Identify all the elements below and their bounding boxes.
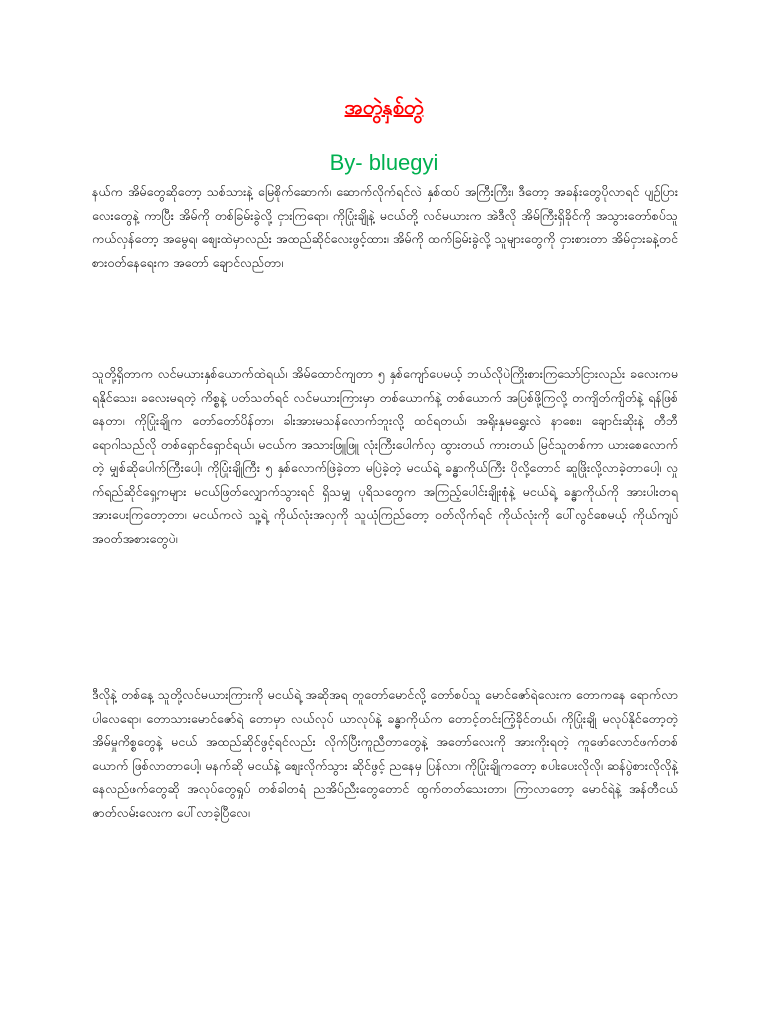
paragraph-3: ဒီလိုနဲ့ တစ်နေ့ သူတို့လင်မယားကြားကို မငယ်ရဲ့ အဆိုအရ တူတော်မောင်လို့ တော်စပ်သူ မောင်ဇော်ရဲလေးက တောကနေ ရောက်လာပါလေရော၊ တောသားမောင်ဇော်ရဲ တောမှာ လယ်လုပ် ယာလုပ်နဲ့ ခန္ဓာကိုယ်က တောင့်တင်းကြံ့ခိုင်တယ်၊ ကိုပြုံးချို မလုပ်နိုင်တော့တဲ့ အိမ်မှုကိစ္စတွေနဲ့ မငယ် အထည်ဆိုင်ဖွင့်ရင်လည်း လိုက်ပြီးကူညီတာတွေနဲ့ အတော်လေးကို အားကိုးရတဲ့ ကူဖော်လောင်ဖက်တစ်ယောက် ဖြစ်လာတာပေါ့၊ မနက်ဆို မငယ်နဲ့ စျေးလိုက်သွား ဆိုင်ဖွင့် ညနေမှ ပြန်လာ၊ ကိုပြုံးချိုကတော့ စပါးပေးလိုလို၊ ဆန်ပွဲစားလိုလိုနဲ့ နေလည်ဖက်တွေဆို အလုပ်တွေရှုပ် တစ်ခါတရံ ညအိပ်ညီးတွေတောင် ထွက်တတ်သေးတာ၊ ကြာလာတော့ မောင်ရဲနဲ့ အန်တီငယ်ဇာတ်လမ်းလေးက ပေါ်လာခဲ့ပြီလေ၊ <box>92 687 678 820</box>
story-title: အတွဲနှစ်တွဲ <box>344 95 424 119</box>
paragraph-2: သူတို့ရှိတာက လင်မယားနှစ်ယောက်ထဲရယ်၊ အိမ်ထောင်ကျတာ ၅ နှစ်ကျော်ပေမယ့် ဘယ်လိုပဲကြိုးစားကြသော်ငြားလည်း ခလေးကမရနိုင်သေး၊ ခလေးမရတဲ့ ကိစ္စနဲ့ ပတ်သတ်ရင် လင်မယားကြားမှာ တစ်ယောက်နဲ့ တစ်ယောက် အပြစ်ဖို့ကြလို့ တကျိတ်ကျိတ်နဲ့ ရန်ဖြစ်နေတာ၊ ကိုပြုံးချိုက တော်တော်ပိန်တာ၊ ခါးအားမသန်လောက်ဘူးလို့ ထင်ရတယ်၊ အရိုးနှမရွှေးလဲ နာစေး၊ ချောင်းဆိုးနဲ့ တီဘီရောဂါသည်လို တစ်ရှောင်ရှောင်ရယ်၊ မငယ်က အသားဖြူဖြူ လုံးကြီးပေါက်လှ ထွားတယ် ကားတယ် မြင်သူတစ်ကာ ယားစေလောက်တဲ့ မျှစ်ဆိုပေါက်ကြီးပေါ့၊ ကိုပြုံးချိုကြီး ၅ နှစ်လောက်ဖြဲခဲ့တာ မပြဲခဲ့တဲ့ မငယ်ရဲ့ ခန္ဓာကိုယ်ကြီး ပိုလို့တောင် ဆူဖြိုးလို့လာခဲ့တာပေါ့၊ လှုက်ရည်ဆိုင်ရှေ့ကများ မငယ်ဖြတ်လျှောက်သွားရင် ရှိသမျှ ပုရိသတွေက အကြည့်ပေါင်းချိုးစုံနဲ့ မငယ်ရဲ့ ခန္ဓာကိုယ်ကို အားပါးတရ အားပေးကြတော့တာ၊ မငယ်ကလဲ သူ့ရဲ့ ကိုယ်လုံးအလှကို သူယုံကြည်တော့ ဝတ်လိုက်ရင် ကိုယ်လုံးကို ပေါ်လွင်စေမယ့် ကိုယ်ကျပ်အဝတ်အစားတွေပဲ၊ <box>92 366 678 546</box>
author-byline: By- bluegyi <box>329 150 439 175</box>
paragraph-1: နယ်က အိမ်တွေဆိုတော့ သစ်သားနဲ့ မြေစိုက်ဆောက်၊ ဆောက်လိုက်ရင်လဲ နှစ်ထပ် အကြီးကြီး၊ ဒီတော့ အခန်းတွေပိုလာရင် ပျဉ်ပြားလေးတွေနဲ့ ကာပြီး အိမ်ကို တစ်ခြမ်းခွဲလို့ ငှားကြရော၊ ကိုပြုံးချိုနဲ့ မငယ်တို့ လင်မယားက အဲဒီလို အိမ်ကြီးရှိခိုင်ကို အသွားတော်စပ်သူကယ်လှန်တော့ အမွေရ၊ စျေးထဲမှာလည်း အထည်ဆိုင်လေးဖွင့်ထား၊ အိမ်ကို ထက်ခြမ်းခွဲလို့ သူများတွေကို ငှားစားတာ အိမ်ငှားခနဲ့တင် စားဝတ်နေရေးက အတော် ချောင်လည်တာ၊ <box>92 184 678 270</box>
